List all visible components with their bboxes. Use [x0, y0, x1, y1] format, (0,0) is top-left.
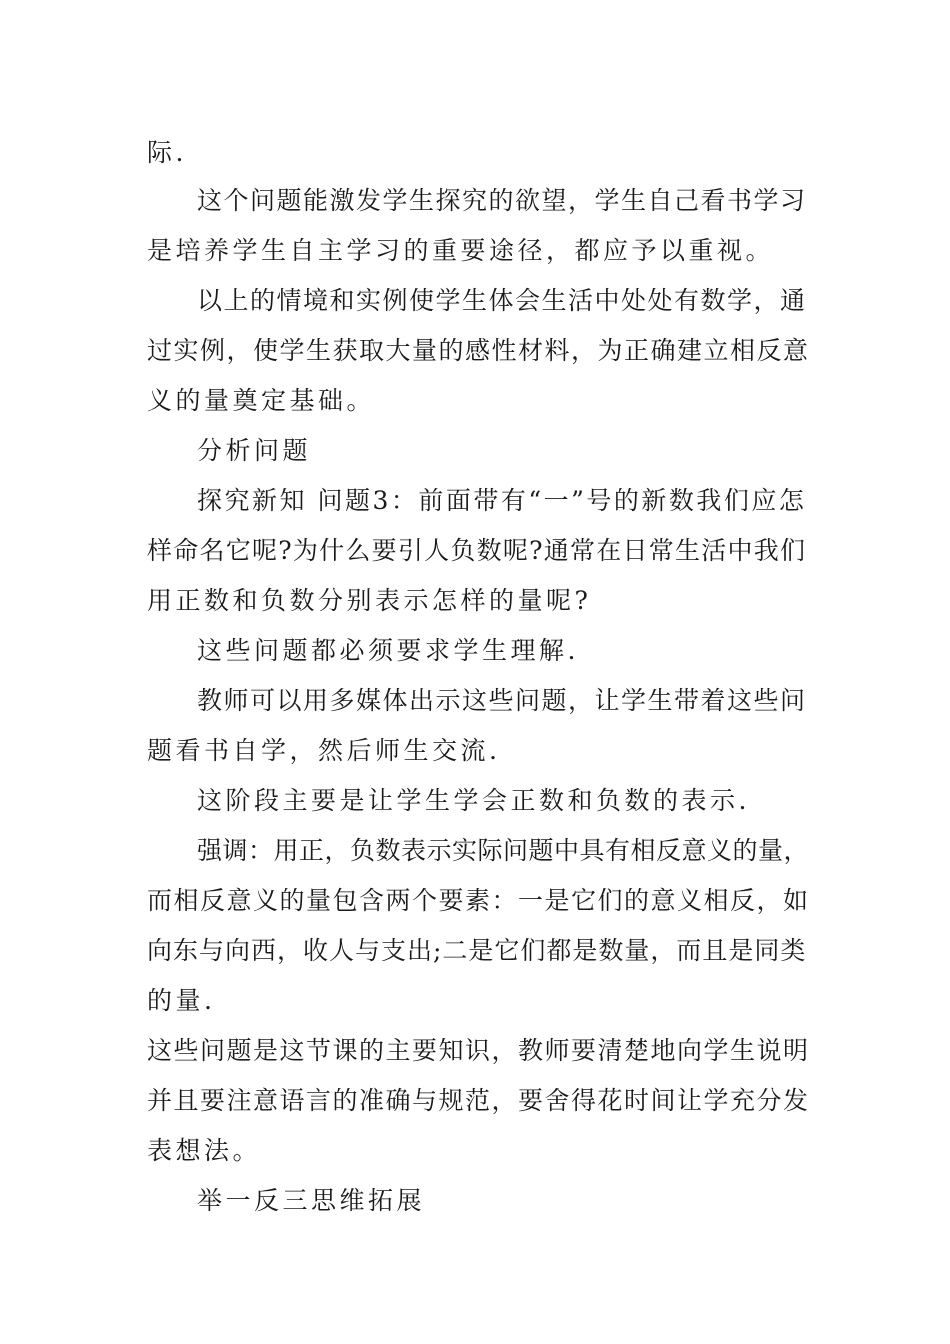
text-line-2: 这个问题能激发学生探究的欲望，学生自己看书学习: [197, 186, 807, 215]
text-line-18: 的量.: [147, 986, 216, 1015]
text-line-10: 用正数和负数分别表示怎样的量呢?: [147, 586, 592, 615]
text-line-20: 并且要注意语言的准确与规范，要舍得花时间让学充分发: [147, 1086, 810, 1115]
text-line-12: 教师可以用多媒体出示这些问题，让学生带着这些问: [197, 686, 807, 715]
text-line-16: 而相反意义的量包含两个要素：一是它们的意义相反，如: [147, 886, 810, 915]
text-line-3: 是培养学生自主学习的重要途径，都应予以重视。: [147, 236, 775, 265]
text-line-13: 题看书自学，然后师生交流.: [147, 736, 501, 765]
text-line-5: 过实例，使学生获取大量的感性材料，为正确建立相反意: [147, 336, 810, 365]
text-line-6: 义的量奠定基础。: [147, 386, 376, 415]
text-line-15: 强调：用正，负数表示实际问题中具有相反意义的量，: [197, 836, 810, 865]
text-line-17: 向东与向西，收人与支出;二是它们都是数量，而且是同类: [147, 936, 807, 965]
section-heading-extension: 举一反三思维拓展: [197, 1186, 426, 1215]
text-line-4: 以上的情境和实例使学生体会生活中处处有数学，通: [197, 286, 807, 315]
text-line-14: 这阶段主要是让学生学会正数和负数的表示.: [197, 786, 750, 815]
text-line-9: 样命名它呢?为什么要引人负数呢?通常在日常生活中我们: [147, 536, 807, 565]
section-heading-analysis: 分析问题: [197, 436, 312, 465]
text-line-1: 际.: [147, 138, 187, 167]
text-line-19: 这些问题是这节课的主要知识，教师要清楚地向学生说明: [147, 1036, 810, 1065]
text-line-8: 探究新知 问题3：前面带有“一”号的新数我们应怎: [197, 486, 807, 515]
text-line-21: 表想法。: [147, 1136, 262, 1165]
text-line-11: 这些问题都必须要求学生理解.: [197, 636, 579, 665]
